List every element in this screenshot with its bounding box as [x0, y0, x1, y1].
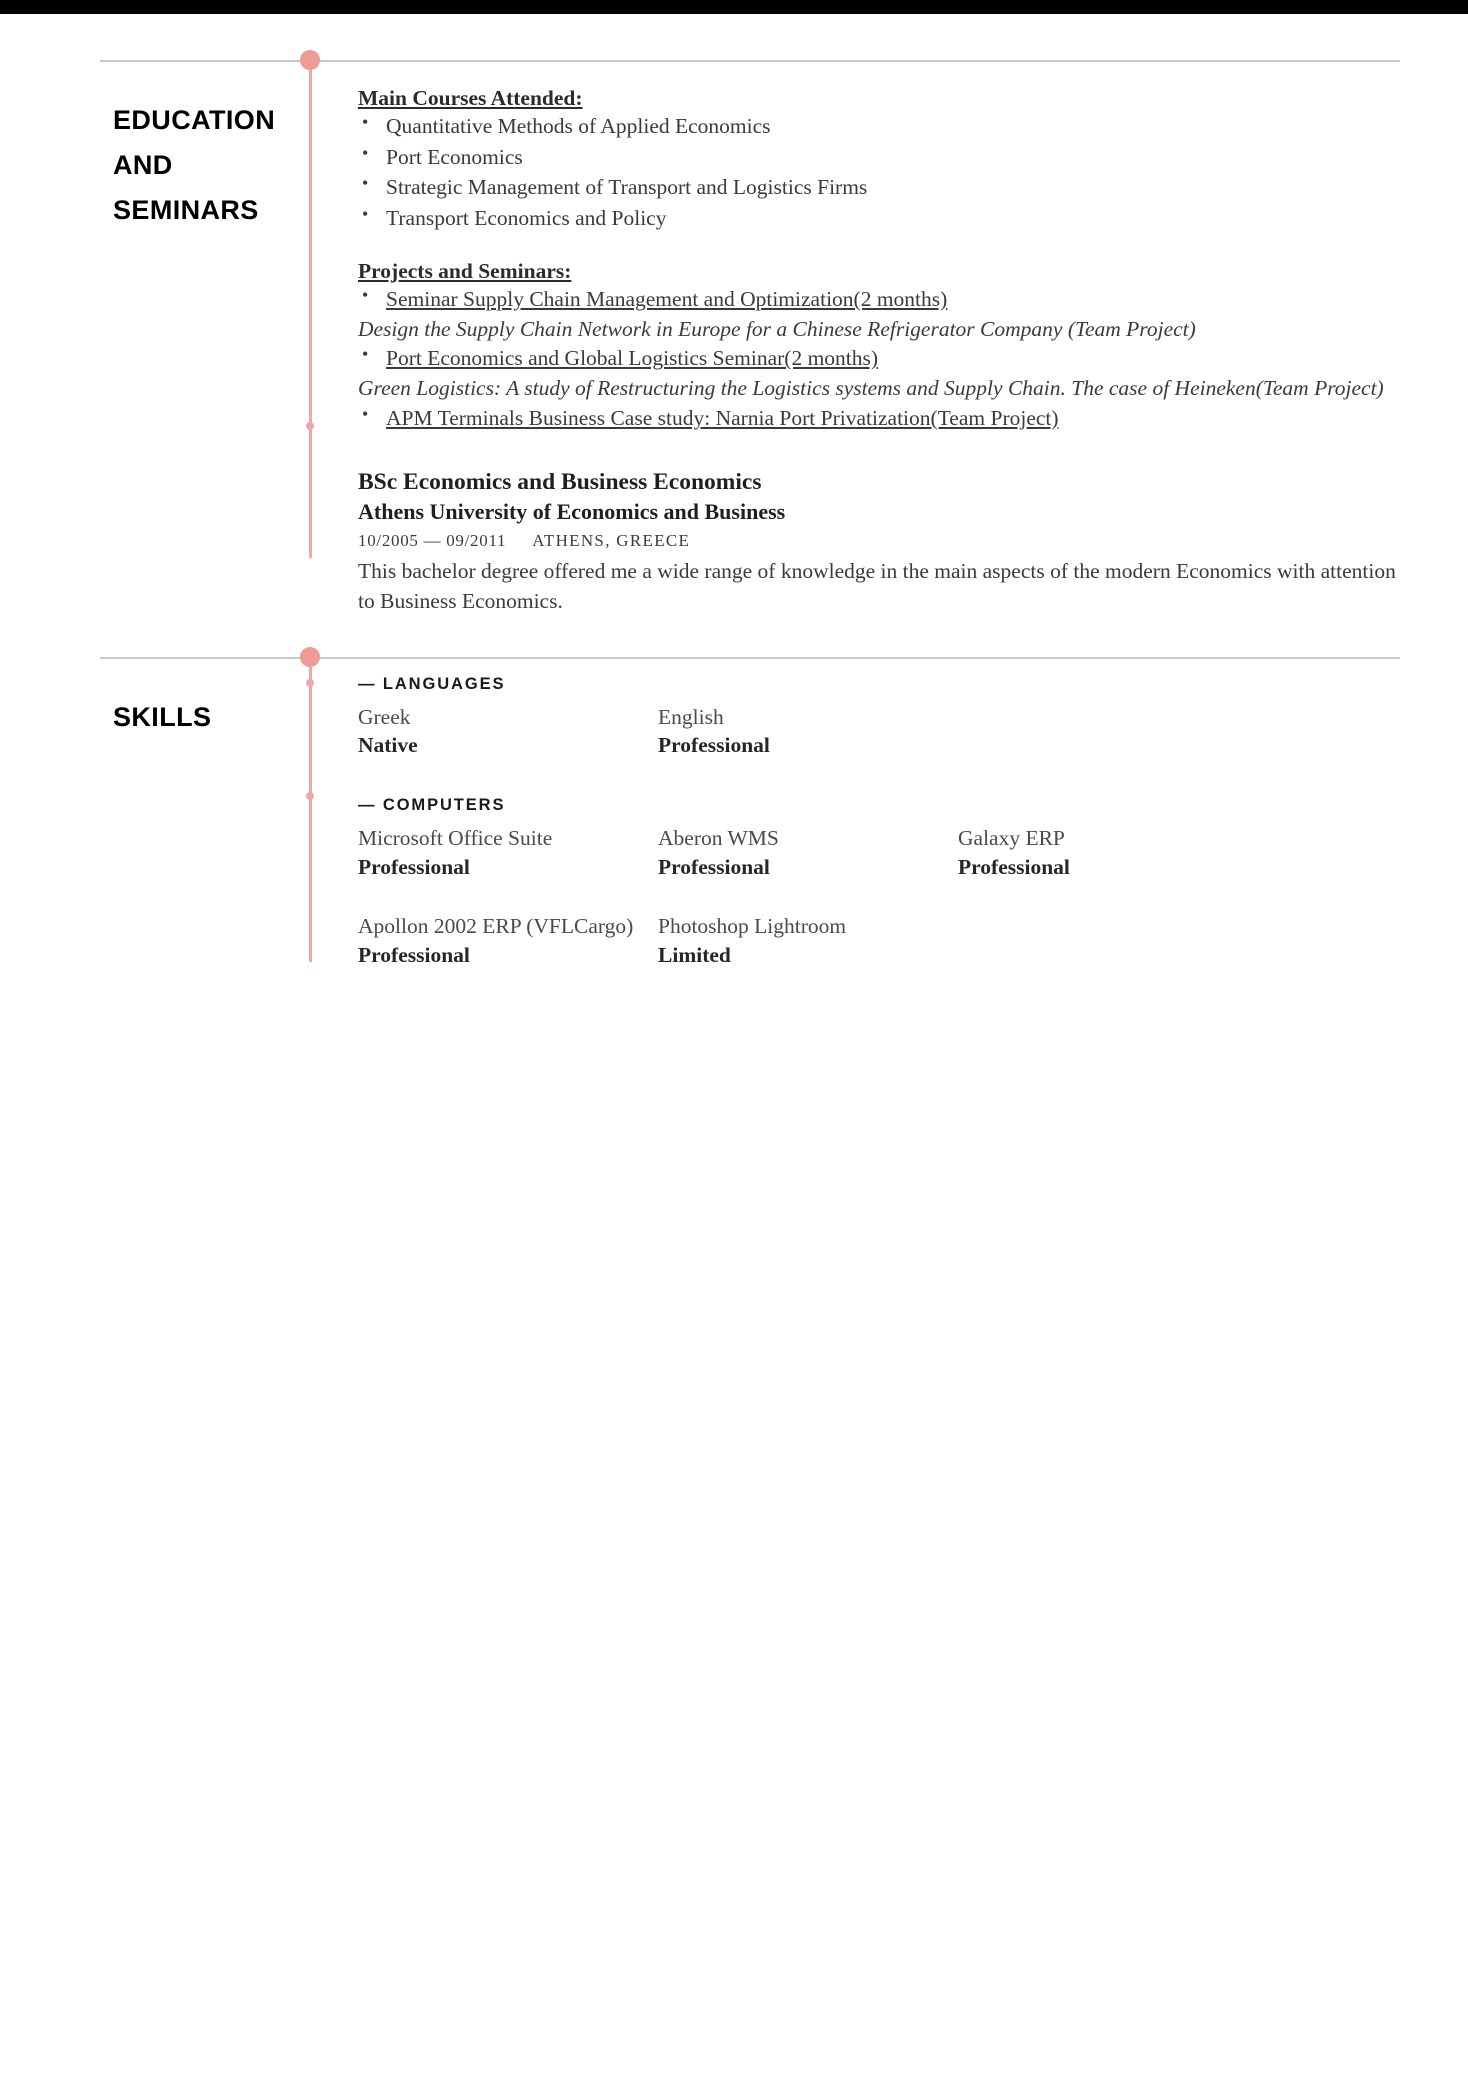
skill-name: Photoshop Lightroom [658, 913, 847, 938]
list-item: • Transport Economics and Policy [358, 203, 1410, 234]
project-title: APM Terminals Business Case study: Narnia Port Privatization(Team Project) [386, 405, 1059, 430]
degree-institution: Athens University of Economics and Business [358, 498, 786, 524]
degree-entry [358, 467, 1410, 616]
skill-level: Native [358, 733, 418, 758]
skills-content [310, 657, 1468, 1016]
skill-grid-computers [358, 824, 1410, 969]
timeline-marker-degree [306, 422, 314, 430]
degree-description: This bachelor degree offered me a wide range of knowledge in the main aspects of the modern Economics with attention to Business Economics. [358, 559, 1396, 613]
timeline-marker-section [300, 50, 320, 70]
skill-level: Professional [658, 733, 770, 758]
skill-item [958, 824, 1258, 882]
list-item [358, 343, 1410, 374]
list-item: • Quantitative Methods of Applied Economics [358, 111, 1410, 142]
skill-name: English [658, 704, 724, 729]
timeline-line-skills [309, 657, 312, 962]
skill-group-title-languages: — LANGUAGES [358, 674, 506, 693]
skill-level: Limited [658, 942, 731, 967]
list-item [358, 403, 1410, 434]
skill-group-languages [358, 675, 1410, 761]
skill-level: Professional [958, 855, 1070, 880]
projects-list [358, 284, 1410, 315]
skill-item [658, 912, 958, 970]
section-title-skills: SKILLS [113, 701, 212, 732]
education-content [310, 60, 1468, 627]
projects-heading: Projects and Seminars: [358, 259, 572, 284]
section-divider-education [100, 60, 1400, 62]
skill-group-computers [358, 796, 1410, 969]
skill-grid-languages [358, 703, 1410, 761]
degree-location: ATHENS, GREECE [532, 531, 691, 551]
timeline-marker-section [300, 647, 320, 667]
timeline-marker-languages [306, 679, 314, 687]
project-title: Seminar Supply Chain Management and Optimization(2 months) [386, 287, 948, 312]
section-skills [0, 657, 1468, 1016]
skill-item [358, 912, 658, 970]
skill-item [658, 824, 958, 882]
section-title-education: EDUCATION AND SEMINARS [113, 105, 276, 225]
spacer [358, 233, 1410, 259]
project-title: Port Economics and Global Logistics Seminar(2 months) [386, 346, 879, 371]
degree-title: BSc Economics and Business Economics [358, 469, 762, 496]
project-description: Design the Supply Chain Network in Europe for a Chinese Refrigerator Company (Team Project) [358, 316, 1196, 341]
project-description: Green Logistics: A study of Restructuring the Logistics systems and Supply Chain. The case of Heineken(Team Project) [358, 375, 1384, 400]
skill-level: Professional [358, 942, 470, 967]
projects-list [358, 403, 1410, 434]
skill-name: Apollon 2002 ERP (VFLCargo) [358, 913, 634, 938]
skill-name: Greek [358, 704, 411, 729]
skill-name: Aberon WMS [658, 826, 779, 851]
skill-item [358, 824, 658, 882]
section-divider-skills [100, 657, 1400, 659]
main-courses-block [358, 86, 1410, 233]
skill-name: Microsoft Office Suite [358, 826, 553, 851]
main-courses-list [358, 111, 1410, 233]
list-item: • Port Economics [358, 142, 1410, 173]
section-label-skills [0, 657, 320, 740]
degree-meta [358, 531, 1410, 551]
timeline-marker-computers [306, 792, 314, 800]
section-education [0, 60, 1468, 627]
degree-dates: 10/2005 — 09/2011 [358, 531, 507, 551]
list-item: • Strategic Management of Transport and Logistics Firms [358, 172, 1410, 203]
main-courses-heading: Main Courses Attended: [358, 86, 583, 110]
skill-name: Galaxy ERP [958, 826, 1065, 851]
skill-item [658, 703, 958, 761]
resume-page [0, 14, 1468, 2077]
list-item [358, 284, 1410, 315]
skill-level: Professional [658, 855, 770, 880]
section-label-education [0, 60, 320, 232]
skill-group-title-computers: — COMPUTERS [358, 796, 506, 815]
page-top-bar [0, 0, 1468, 14]
skill-item [358, 703, 658, 761]
projects-list [358, 343, 1410, 374]
projects-seminars-block [358, 259, 1410, 433]
skill-level: Professional [358, 855, 470, 880]
timeline-line-education [309, 60, 312, 558]
skill-item-empty [958, 912, 1258, 970]
